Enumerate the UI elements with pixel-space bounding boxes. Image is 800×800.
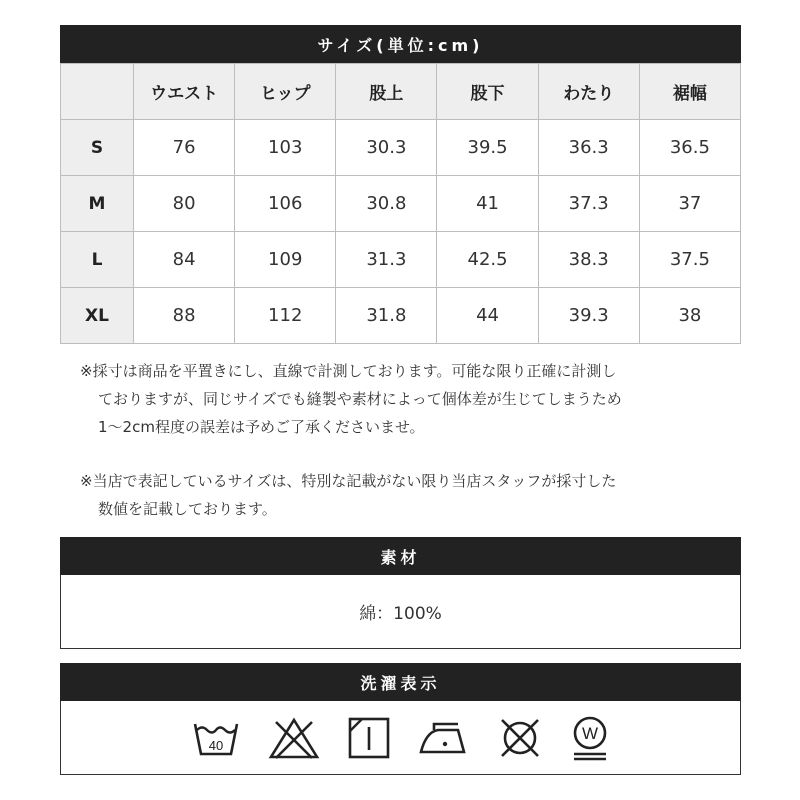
table-cell: 37.3 bbox=[538, 176, 639, 232]
column-header-thigh: わたり bbox=[538, 64, 639, 120]
table-cell: 31.8 bbox=[336, 288, 437, 344]
column-header-rise: 股上 bbox=[336, 64, 437, 120]
column-header-inseam: 股下 bbox=[437, 64, 538, 120]
note-line: 1～2cm程度の誤差は予めご了承くださいませ。 bbox=[98, 418, 425, 436]
table-cell: 38 bbox=[639, 288, 740, 344]
table-cell: 39.3 bbox=[538, 288, 639, 344]
table-cell: 76 bbox=[134, 120, 235, 176]
care-icons bbox=[192, 715, 610, 761]
table-cell: 109 bbox=[235, 232, 336, 288]
row-header-size: S bbox=[61, 120, 134, 176]
table-cell: 37.5 bbox=[639, 232, 740, 288]
no-bleach-icon bbox=[268, 716, 320, 760]
table-cell: 39.5 bbox=[437, 120, 538, 176]
wet-clean-icon bbox=[570, 715, 610, 761]
row-header-size: M bbox=[61, 176, 134, 232]
table-header-row bbox=[61, 64, 741, 120]
column-header-hip: ヒップ bbox=[235, 64, 336, 120]
wash-temperature-label: 40 bbox=[208, 737, 223, 753]
table-cell: 42.5 bbox=[437, 232, 538, 288]
column-header-hem: 裾幅 bbox=[639, 64, 740, 120]
note-line: ておりますが、同じサイズでも縫製や素材によって個体差が生じてしまうため bbox=[98, 390, 622, 408]
no-dryclean-icon bbox=[498, 716, 542, 760]
note-line: 数値を記載しております。 bbox=[98, 500, 277, 518]
care-box bbox=[60, 701, 741, 775]
table-cell: 30.3 bbox=[336, 120, 437, 176]
size-table bbox=[60, 63, 741, 344]
size-section-title: サイズ(単位:cm) bbox=[60, 25, 741, 63]
iron-low-icon bbox=[418, 718, 470, 758]
material-section-title: 素材 bbox=[60, 537, 741, 575]
table-cell: 36.3 bbox=[538, 120, 639, 176]
material-value: 綿：100% bbox=[359, 604, 442, 624]
table-row bbox=[61, 176, 741, 232]
table-cell: 30.8 bbox=[336, 176, 437, 232]
measurement-note bbox=[80, 357, 750, 441]
table-row bbox=[61, 232, 741, 288]
column-header-waist: ウエスト bbox=[134, 64, 235, 120]
table-row bbox=[61, 120, 741, 176]
table-cell: 41 bbox=[437, 176, 538, 232]
table-corner-cell bbox=[61, 64, 134, 120]
wash-tub-icon bbox=[192, 718, 240, 758]
wet-clean-letter: W bbox=[581, 723, 598, 743]
table-cell: 36.5 bbox=[639, 120, 740, 176]
row-header-size: XL bbox=[61, 288, 134, 344]
tumble-line-dry-icon bbox=[348, 717, 390, 759]
material-box bbox=[60, 575, 741, 649]
table-cell: 80 bbox=[134, 176, 235, 232]
note-line: ※当店で表記しているサイズは、特別な記載がない限り当店スタッフが採寸した bbox=[80, 472, 617, 490]
table-cell: 84 bbox=[134, 232, 235, 288]
table-cell: 31.3 bbox=[336, 232, 437, 288]
table-cell: 88 bbox=[134, 288, 235, 344]
row-header-size: L bbox=[61, 232, 134, 288]
table-cell: 38.3 bbox=[538, 232, 639, 288]
table-cell: 103 bbox=[235, 120, 336, 176]
table-cell: 112 bbox=[235, 288, 336, 344]
table-cell: 37 bbox=[639, 176, 740, 232]
table-cell: 106 bbox=[235, 176, 336, 232]
size-source-note bbox=[80, 467, 750, 523]
care-section-title: 洗濯表示 bbox=[60, 663, 741, 701]
note-line: ※採寸は商品を平置きにし、直線で計測しております。可能な限り正確に計測し bbox=[80, 362, 617, 380]
table-cell: 44 bbox=[437, 288, 538, 344]
table-row bbox=[61, 288, 741, 344]
